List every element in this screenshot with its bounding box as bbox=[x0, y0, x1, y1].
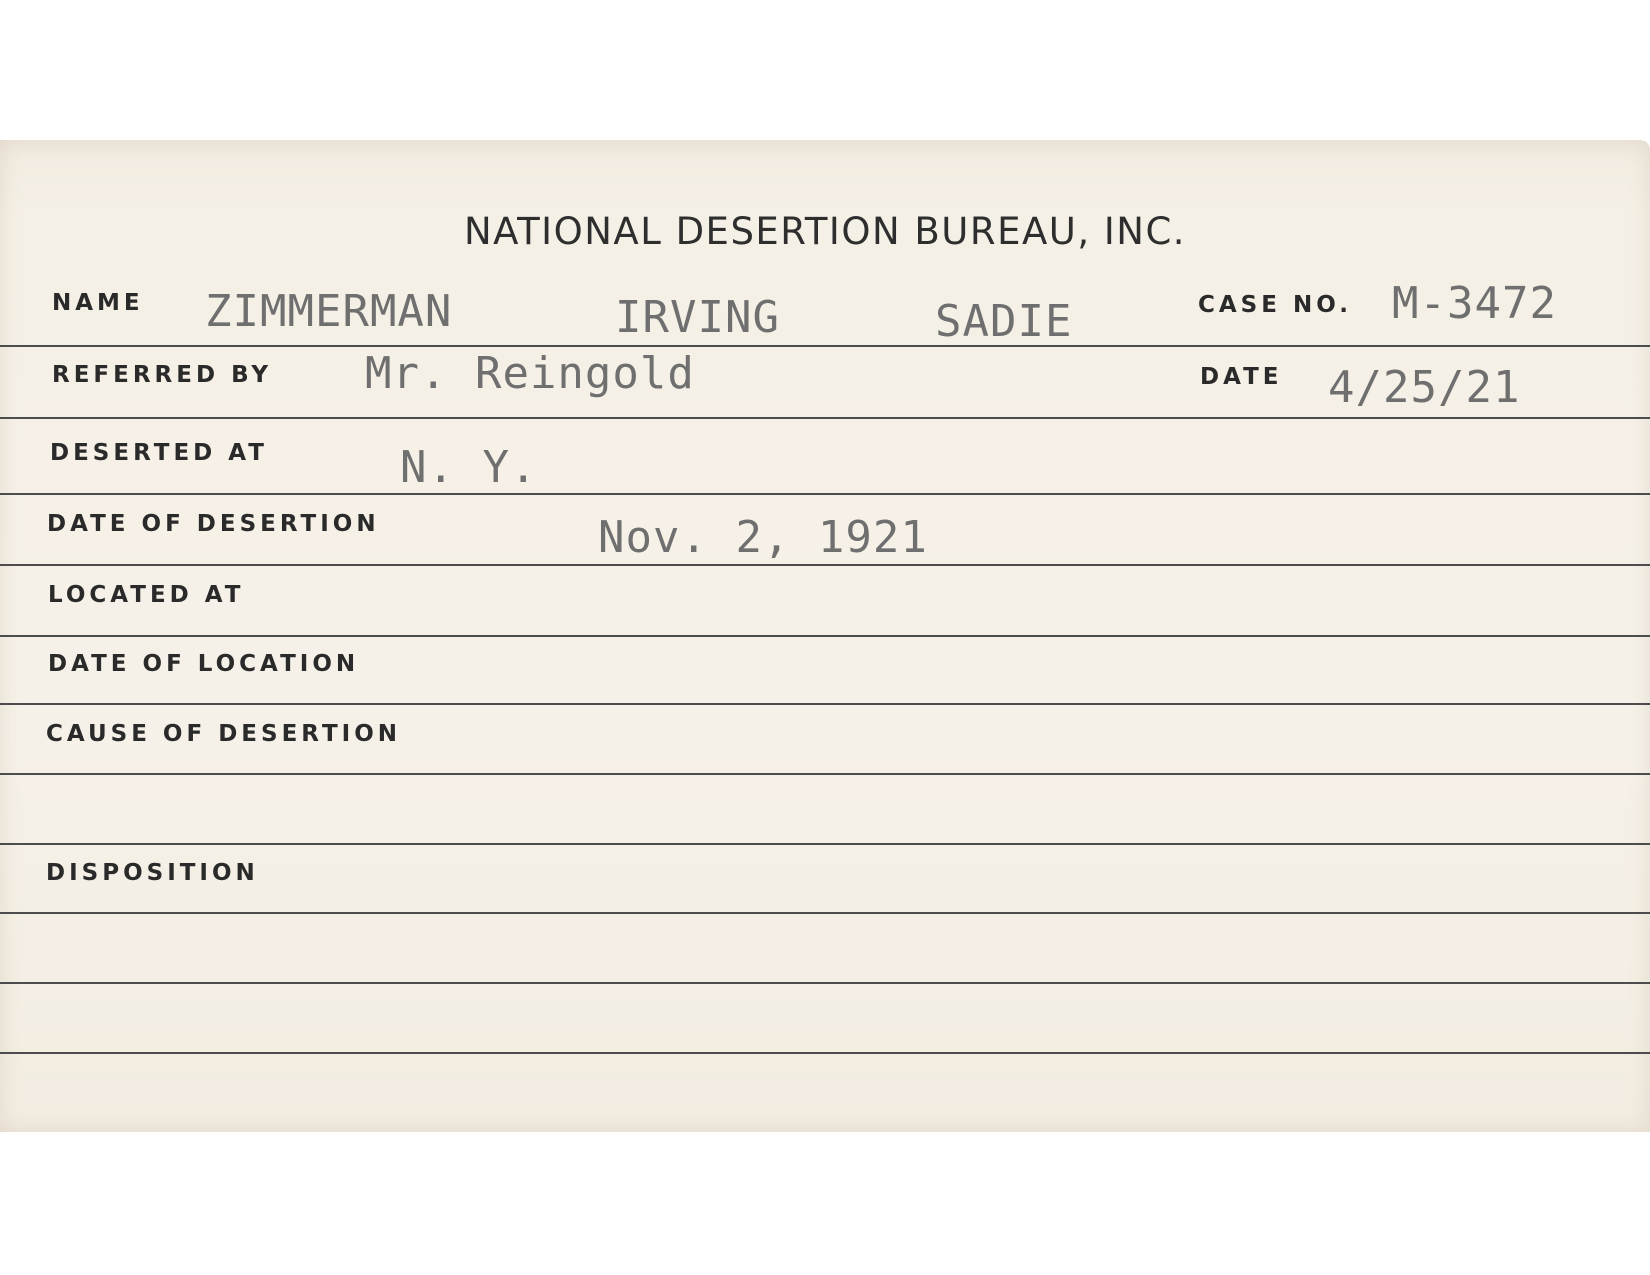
rule-date-of-location bbox=[0, 703, 1650, 705]
index-card bbox=[0, 140, 1650, 1132]
rule-name bbox=[0, 345, 1650, 347]
deserted-at-label: DESERTED AT bbox=[50, 440, 268, 466]
rule-referred-by bbox=[0, 417, 1650, 419]
disposition-label: DISPOSITION bbox=[46, 860, 259, 886]
referred-by-value: Mr. Reingold bbox=[365, 348, 695, 399]
rule-located-at bbox=[0, 635, 1650, 637]
date-label: DATE bbox=[1200, 364, 1283, 390]
rule-blank-2 bbox=[0, 982, 1650, 984]
rule-date-of-desertion bbox=[0, 564, 1650, 566]
card-title: NATIONAL DESERTION BUREAU, INC. bbox=[463, 210, 1187, 253]
rule-disposition bbox=[0, 912, 1650, 914]
case-no-value: M-3472 bbox=[1392, 278, 1557, 329]
case-no-label: CASE NO. bbox=[1198, 292, 1352, 318]
surname-value: ZIMMERMAN bbox=[205, 286, 453, 337]
date-of-location-label: DATE OF LOCATION bbox=[48, 651, 360, 677]
husband-first-name-value: IRVING bbox=[615, 292, 780, 343]
date-of-desertion-label: DATE OF DESERTION bbox=[47, 511, 380, 537]
date-value: 4/25/21 bbox=[1328, 362, 1521, 413]
name-label: NAME bbox=[52, 290, 144, 316]
date-of-desertion-value: Nov. 2, 1921 bbox=[598, 512, 928, 563]
referred-by-label: REFERRED BY bbox=[52, 362, 273, 388]
cause-of-desertion-label: CAUSE OF DESERTION bbox=[46, 721, 402, 747]
rule-deserted-at bbox=[0, 493, 1650, 495]
rule-cause-of-desertion bbox=[0, 773, 1650, 775]
located-at-label: LOCATED AT bbox=[48, 582, 245, 608]
rule-blank-1 bbox=[0, 843, 1650, 845]
wife-first-name-value: SADIE bbox=[935, 296, 1073, 347]
deserted-at-value: N. Y. bbox=[400, 442, 538, 493]
rule-blank-3 bbox=[0, 1052, 1650, 1054]
